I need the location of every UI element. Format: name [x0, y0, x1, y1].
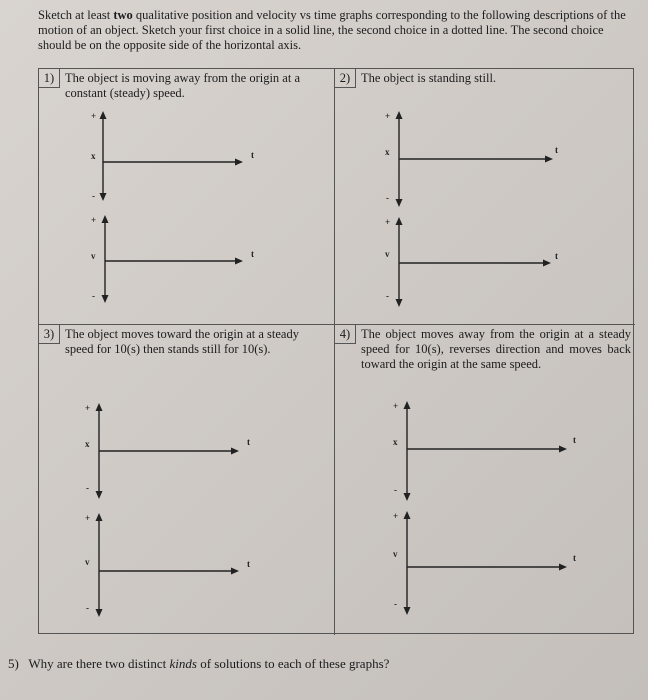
- minus-sign: -: [386, 193, 389, 203]
- velocity-time-graph[interactable]: [381, 217, 561, 307]
- question-5-number: 5): [8, 656, 19, 671]
- time-axis-label: t: [247, 559, 250, 569]
- velocity-time-graph[interactable]: [81, 513, 261, 617]
- question-cell-4: [335, 325, 635, 635]
- down-arrowhead: [100, 193, 107, 201]
- question-5-after: of solutions to each of these graphs?: [196, 656, 390, 671]
- minus-sign: -: [394, 485, 397, 495]
- minus-sign: -: [394, 599, 397, 609]
- plus-sign: +: [393, 511, 399, 521]
- down-arrowhead: [404, 607, 411, 615]
- plus-sign: +: [393, 401, 399, 411]
- time-axis-label: t: [251, 150, 254, 160]
- up-arrowhead: [100, 111, 107, 119]
- minus-sign: -: [86, 603, 89, 613]
- question-text: The object is standing still.: [361, 71, 497, 85]
- up-arrowhead: [96, 513, 103, 521]
- time-axis-label: t: [251, 249, 254, 259]
- time-axis-label: t: [573, 553, 576, 563]
- velocity-axis-label: v: [385, 249, 390, 259]
- position-time-graph[interactable]: [381, 111, 561, 207]
- question-number: 4): [335, 325, 356, 344]
- up-arrowhead: [404, 511, 411, 519]
- question-cell-2: [335, 69, 635, 325]
- minus-sign: -: [92, 291, 95, 301]
- up-arrowhead: [404, 401, 411, 409]
- question-5: [8, 656, 389, 672]
- up-arrowhead: [396, 111, 403, 119]
- position-axis-label: x: [385, 147, 390, 157]
- down-arrowhead: [404, 493, 411, 501]
- right-arrowhead: [543, 260, 551, 267]
- time-axis-label: t: [247, 437, 250, 447]
- down-arrowhead: [102, 295, 109, 303]
- plus-sign: +: [385, 111, 391, 121]
- up-arrowhead: [102, 215, 109, 223]
- question-5-before: Why are there two distinct: [28, 656, 170, 671]
- right-arrowhead: [231, 568, 239, 575]
- minus-sign: -: [86, 483, 89, 493]
- question-text: The object is moving away from the origin at a constant (steady) speed.: [65, 71, 301, 100]
- position-axis-label: x: [91, 151, 96, 161]
- question-text: The object moves away from the origin at a steady speed for 10(s), reverses direction and moves back toward the origin at the same speed.: [361, 327, 631, 371]
- question-cell-1: [39, 69, 335, 325]
- time-axis-label: t: [555, 251, 558, 261]
- down-arrowhead: [96, 609, 103, 617]
- down-arrowhead: [96, 491, 103, 499]
- right-arrowhead: [231, 448, 239, 455]
- question-5-emphasis: kinds: [169, 656, 197, 671]
- position-time-graph[interactable]: [389, 401, 589, 501]
- instructions-emphasis: two: [113, 8, 133, 22]
- plus-sign: +: [385, 217, 391, 227]
- plus-sign: +: [85, 513, 91, 523]
- right-arrowhead: [235, 159, 243, 166]
- instructions-part1: Sketch at least: [38, 8, 114, 22]
- question-text: The object moves toward the origin at a steady speed for 10(s) then stands still for 10(s).: [65, 327, 299, 356]
- velocity-time-graph[interactable]: [389, 511, 589, 615]
- question-number: 3): [39, 325, 60, 344]
- position-time-graph[interactable]: [87, 111, 257, 201]
- velocity-time-graph[interactable]: [87, 215, 257, 305]
- time-axis-label: t: [555, 145, 558, 155]
- velocity-axis-label: v: [91, 251, 96, 261]
- position-axis-label: x: [85, 439, 90, 449]
- down-arrowhead: [396, 299, 403, 307]
- plus-sign: +: [85, 403, 91, 413]
- time-axis-label: t: [573, 435, 576, 445]
- question-cell-3: [39, 325, 335, 635]
- instructions-part2: qualitative position and velocity vs time graphs corresponding to the following descriptions of the motion of an object. Sketch your first choice in a solid line, the second choice in a dotted line. The second choice should be on the opposite side of the horizontal axis.: [38, 8, 626, 52]
- instructions: [38, 8, 628, 53]
- plus-sign: +: [91, 111, 97, 121]
- right-arrowhead: [559, 564, 567, 571]
- velocity-axis-label: v: [85, 557, 90, 567]
- minus-sign: -: [92, 191, 95, 201]
- velocity-axis-label: v: [393, 549, 398, 559]
- question-number: 2): [335, 69, 356, 88]
- right-arrowhead: [545, 156, 553, 163]
- position-axis-label: x: [393, 437, 398, 447]
- down-arrowhead: [396, 199, 403, 207]
- up-arrowhead: [96, 403, 103, 411]
- question-number: 1): [39, 69, 60, 88]
- minus-sign: -: [386, 291, 389, 301]
- question-grid: [38, 68, 634, 634]
- right-arrowhead: [559, 446, 567, 453]
- up-arrowhead: [396, 217, 403, 225]
- position-time-graph[interactable]: [81, 403, 261, 499]
- right-arrowhead: [235, 258, 243, 265]
- plus-sign: +: [91, 215, 97, 225]
